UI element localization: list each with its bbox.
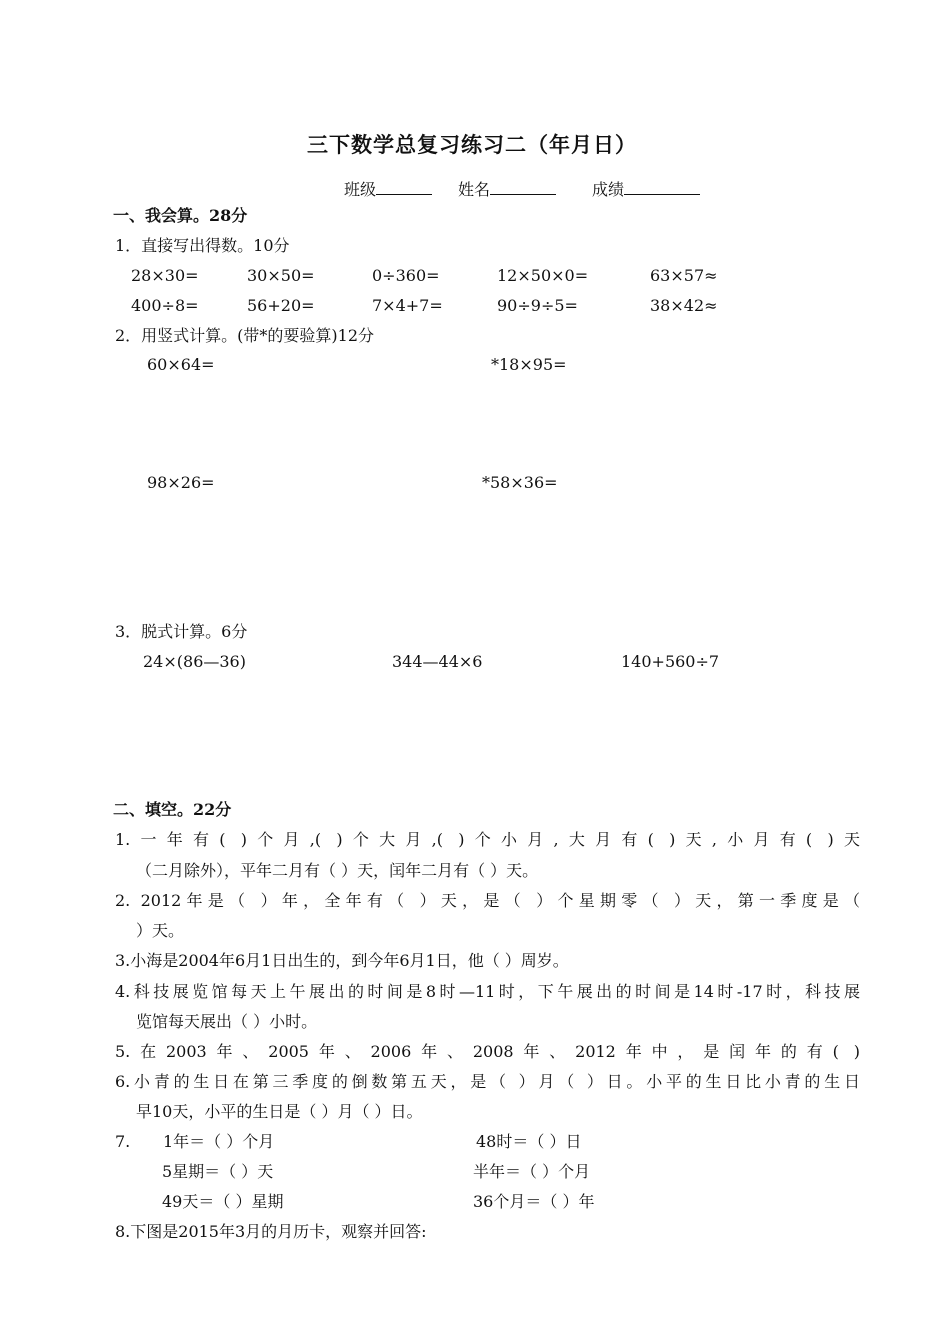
section2-heading: 二、填空。22分 xyxy=(113,800,232,819)
name-blank[interactable] xyxy=(490,178,556,195)
q7-number: 7. xyxy=(115,1132,131,1151)
fill-line: 览馆每天展出（ ）小时。 xyxy=(136,1012,318,1031)
stepwise-calc-item: 140+560÷7 xyxy=(621,652,720,671)
calc-item: 30×50= xyxy=(247,266,315,285)
conversion-item: 半年＝（ ）个月 xyxy=(473,1162,591,1181)
calc-item: 90÷9÷5= xyxy=(497,296,578,315)
conversion-item: 36个月＝（ ）年 xyxy=(473,1192,595,1211)
fill-line: 3.小海是2004年6月1日出生的，到今年6月1日，他（ ）周岁。 xyxy=(115,951,569,970)
q2-label: 2．用竖式计算。(带*的要验算)12分 xyxy=(115,326,375,345)
score-blank[interactable] xyxy=(624,178,700,195)
page-title: 三下数学总复习练习二（年月日） xyxy=(307,132,637,157)
vertical-calc-item: *58×36= xyxy=(482,473,558,492)
class-label: 班级 xyxy=(344,178,432,200)
q8-label: 8.下图是2015年3月的月历卡，观察并回答: xyxy=(115,1222,427,1241)
calc-item: 28×30= xyxy=(131,266,199,285)
vertical-calc-item: 98×26= xyxy=(147,473,215,492)
q1-label: 1．直接写出得数。10分 xyxy=(115,236,290,255)
calc-item: 7×4+7= xyxy=(372,296,443,315)
vertical-calc-item: 60×64= xyxy=(147,355,215,374)
conversion-item: 1年＝（ ）个月 xyxy=(163,1132,275,1151)
vertical-calc-item: *18×95= xyxy=(491,355,567,374)
fill-line: 早10天，小平的生日是（ ）月（ ）日。 xyxy=(136,1102,423,1121)
fill-line: 5.在2003年、2005年、2006年、2008年、2012年中，是闰年的有( ) xyxy=(115,1042,860,1061)
calc-item: 63×57≈ xyxy=(650,266,718,285)
fill-line: 4.科技展览馆每天上午展出的时间是8时—11时，下午展出的时间是14时-17时，科技展 xyxy=(115,982,860,1001)
calc-item: 12×50×0= xyxy=(497,266,589,285)
fill-line: 2. 2012年是（ ）年，全年有（ ）天，是（ ）个星期零（ ）天，第一季度是（ xyxy=(115,891,860,910)
calc-item: 0÷360= xyxy=(372,266,440,285)
conversion-item: 48时＝（ ）日 xyxy=(476,1132,582,1151)
class-blank[interactable] xyxy=(376,178,432,195)
conversion-item: 5星期＝（ ）天 xyxy=(162,1162,274,1181)
calc-item: 38×42≈ xyxy=(650,296,718,315)
fill-line: 6.小青的生日在第三季度的倒数第五天，是（ ）月（ ）日。小平的生日比小青的生日 xyxy=(115,1072,860,1091)
q3-label: 3．脱式计算。6分 xyxy=(115,622,248,641)
section1-heading: 一、我会算。28分 xyxy=(113,206,248,225)
stepwise-calc-item: 24×(86—36) xyxy=(143,652,246,671)
calc-item: 56+20= xyxy=(247,296,315,315)
fill-line: 1.一年有( )个月,( )个大月,( )个小月,大月有( )天,小月有( )天 xyxy=(115,830,860,849)
score-label: 成绩 xyxy=(592,178,700,200)
fill-line: （二月除外），平年二月有（ ）天，闰年二月有（ ）天。 xyxy=(136,861,539,880)
calc-item: 400÷8= xyxy=(131,296,199,315)
conversion-item: 49天＝（ ）星期 xyxy=(162,1192,284,1211)
stepwise-calc-item: 344—44×6 xyxy=(392,652,483,671)
name-label: 姓名 xyxy=(458,178,556,200)
fill-line: ）天。 xyxy=(136,921,185,940)
